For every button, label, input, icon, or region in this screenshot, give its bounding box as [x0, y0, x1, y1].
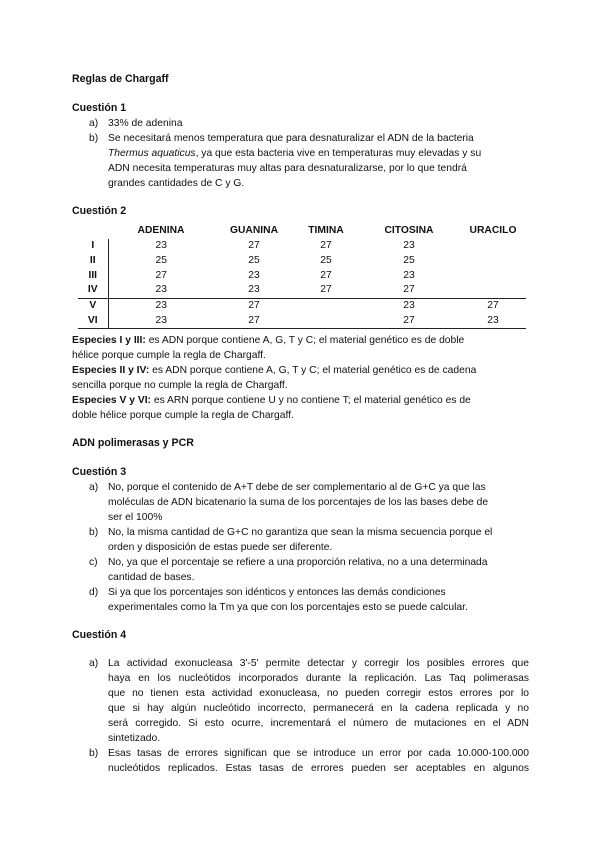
row-label: V — [78, 298, 108, 313]
row-label: I — [78, 239, 108, 254]
marker-b: b) — [89, 133, 99, 144]
table-cell: 27 — [155, 269, 167, 281]
table-cell: 27 — [320, 269, 332, 281]
species-notes — [72, 333, 532, 423]
table-cell — [294, 298, 358, 313]
q4-a-line: que si hay algún nucleótido incorrecto, permanecerá en la cadena replicada y no — [108, 703, 529, 714]
table-cell: 23 — [248, 269, 260, 281]
table-cell — [460, 283, 526, 298]
col-header: URACILO — [469, 225, 517, 236]
q1-b-line: Se necesitará menos temperatura que para desnaturalizar el ADN de la bacteria — [108, 133, 474, 144]
note-text: es ADN porque contiene A, G, T y C; el material genético es de cadena — [149, 365, 477, 376]
table-cell — [294, 313, 358, 328]
q4-b-line: nucleótidos replicados. Estas tasas de errores pueden ser aceptables en algunos — [108, 763, 529, 774]
q4-heading: Cuestión 4 — [72, 629, 127, 641]
note-label: Especies V y VI: — [72, 395, 151, 406]
q1-item-b — [89, 131, 529, 191]
q1-b-line-rest: , ya que esta bacteria vive en temperaturas muy elevadas y su — [195, 148, 482, 159]
table-header-row — [78, 222, 526, 239]
q3-item-c — [89, 555, 529, 585]
q4-a-line: será corregido. Si esto ocurre, incrementará el número de mutaciones en el ADN — [108, 718, 529, 729]
q3-c-line: No, ya que el porcentaje se refiere a una proporción relativa, no a una determinada — [108, 557, 488, 568]
q4-item-a — [89, 656, 529, 746]
q3-c-line: cantidad de bases. — [108, 572, 195, 583]
q3-b-line: orden y disposición de estas puede ser diferente. — [108, 542, 333, 553]
q3-item-d — [89, 585, 529, 615]
table-cell: 25 — [155, 255, 167, 267]
marker-a: a) — [89, 118, 99, 129]
q1-b-line: grandes cantidades de C y G. — [108, 178, 245, 189]
table-cell: 27 — [487, 300, 499, 312]
table-cell — [460, 268, 526, 283]
q2-heading: Cuestión 2 — [72, 205, 127, 217]
note-line: sencilla porque no cumple la regla de Chargaff. — [72, 380, 288, 391]
note-line — [72, 363, 532, 378]
q1-b-line: ADN necesita temperaturas muy altas para desnaturalizarse, por lo que tendrá — [108, 163, 467, 174]
q3-d-line: experimentales como la Tm ya que con los porcentajes esto se puede calcular. — [108, 602, 468, 613]
table-row — [78, 313, 526, 328]
table-cell: 27 — [320, 240, 332, 252]
q3-a-line: moléculas de ADN bicatenario la suma de los porcentajes de los las bases debe de — [108, 497, 489, 508]
table-cell: 25 — [320, 255, 332, 267]
table-cell: 23 — [214, 283, 294, 298]
q3-item-b — [89, 525, 529, 555]
table-cell: 23 — [155, 300, 167, 312]
note-label: Especies I y III: — [72, 335, 146, 346]
note-line: doble hélice porque cumple la regla de Chargaff. — [72, 410, 294, 421]
marker-a: a) — [89, 658, 99, 669]
table-cell: 27 — [214, 313, 294, 328]
table-cell: 23 — [403, 269, 415, 281]
q1-b-line — [108, 146, 529, 161]
table-cell: 27 — [248, 300, 260, 312]
marker-a: a) — [89, 482, 99, 493]
q3-b-line: No, la misma cantidad de G+C no garantiza que sean la misma secuencia porque el — [108, 527, 493, 538]
table-cell: 23 — [108, 313, 214, 328]
table-cell: 23 — [155, 240, 167, 252]
q4-item-b — [89, 746, 529, 776]
q3-item-a — [89, 480, 529, 525]
row-label: VI — [78, 313, 108, 328]
q1-b-italic: Thermus aquaticus — [108, 148, 196, 159]
table-row — [78, 283, 526, 298]
q1-a-text: 33% de adenina — [108, 118, 183, 129]
q1-item-a — [89, 116, 529, 131]
page-title: Reglas de Chargaff — [72, 73, 169, 85]
note-line: hélice porque cumple la regla de Chargaff. — [72, 350, 266, 361]
marker-c: c) — [89, 557, 98, 568]
q3-d-line: Si ya que los porcentajes son idénticos y entonces las demás condiciones — [108, 587, 446, 598]
note-text: es ARN porque contiene U y no contiene T; el material genético es de — [151, 395, 471, 406]
table-row — [78, 239, 526, 254]
section-heading: ADN polimerasas y PCR — [72, 437, 194, 449]
table-cell: 27 — [358, 283, 460, 298]
nucleotide-table — [78, 222, 526, 329]
row-label: II — [78, 254, 108, 269]
table-cell — [460, 254, 526, 269]
table-cell: 25 — [403, 255, 415, 267]
col-header: TIMINA — [308, 225, 344, 236]
q3-heading: Cuestión 3 — [72, 466, 127, 478]
marker-b: b) — [89, 527, 99, 538]
q1-heading: Cuestión 1 — [72, 102, 127, 114]
note-line — [72, 393, 532, 408]
row-label: III — [78, 268, 108, 283]
q4-b-line: Esas tasas de errores significan que se introduce un error por cada 10.000-100.000 — [108, 748, 529, 759]
col-header: GUANINA — [229, 225, 279, 236]
table-cell: 27 — [248, 240, 260, 252]
marker-d: d) — [89, 587, 99, 598]
table-row — [78, 254, 526, 269]
note-line — [72, 333, 532, 348]
table-cell: 23 — [460, 313, 526, 328]
table-cell — [460, 239, 526, 254]
table-cell: 25 — [248, 255, 260, 267]
q4-a-line: haya en los nucleótidos incorporados durante la replicación. Las Taq polimerasas — [108, 673, 529, 684]
table-row — [78, 298, 526, 313]
row-label: IV — [78, 283, 108, 298]
col-header: ADENINA — [137, 225, 185, 236]
table-cell: 23 — [108, 283, 214, 298]
table-cell: 23 — [403, 300, 415, 312]
q3-a-line: No, porque el contenido de A+T debe de ser complementario al de G+C ya que las — [108, 482, 486, 493]
table-cell: 23 — [403, 240, 415, 252]
q4-a-line: La actividad exonucleasa 3'-5' permite detectar y corregir los posibles errores que — [108, 658, 529, 669]
q3-a-line: ser el 100% — [108, 512, 163, 523]
table-cell: 27 — [294, 283, 358, 298]
q4-a-line: que no tienen esta actividad exonucleasa, no pueden corregir estos errores por lo — [108, 688, 529, 699]
table-row — [78, 268, 526, 283]
note-label: Especies II y IV: — [72, 365, 150, 376]
note-text: es ADN porque contiene A, G, T y C; el material genético es de doble — [145, 335, 465, 346]
q4-a-line: sintetizado. — [108, 733, 161, 744]
table-corner — [78, 222, 108, 239]
marker-b: b) — [89, 748, 99, 759]
col-header: CITOSINA — [384, 225, 434, 236]
table-cell: 27 — [358, 313, 460, 328]
